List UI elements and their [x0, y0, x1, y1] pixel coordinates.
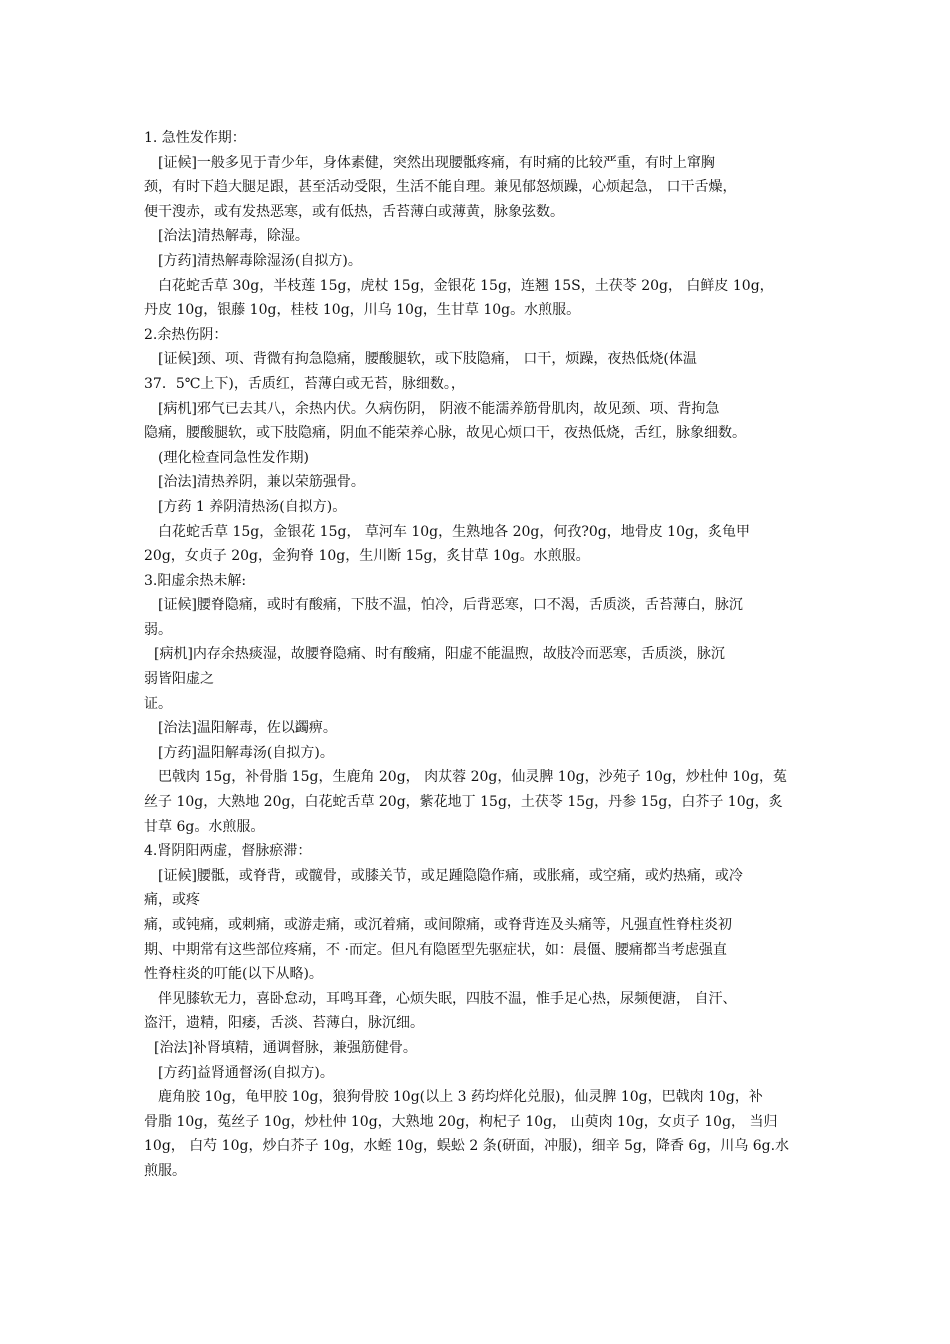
text-line: 弱皆阳虚之: [144, 671, 214, 688]
text-line: 丹皮 10g，银藤 10g，桂枝 10g，川乌 10g，生甘草 10g。水煎服。: [144, 302, 581, 319]
text-line: (理化检查同急性发作期): [158, 449, 309, 466]
text-line: [证候]颈、项、背微有拘急隐痛，腰酸腿软，或下肢隐痛， 口干，烦躁，夜热低烧(体温: [158, 351, 697, 368]
text-line: [治法]补肾填精，通调督脉，兼强筋健骨。: [154, 1039, 417, 1056]
text-line: 1. 急性发作期：: [144, 130, 246, 146]
text-line: 3.阳虚余热未解:: [144, 572, 247, 589]
text-line: [病机]内存余热痰湿，故腰脊隐痛、时有酸痛，阳虚不能温煦，故肢冷而恶寒，舌质淡，脉沉: [154, 646, 725, 663]
text-line: [治法]清热养阴，兼以荣筋强骨。: [158, 474, 365, 491]
text-line: [方药]益肾通督汤(自拟方)。: [158, 1064, 334, 1081]
text-line: 2.余热伤阴：: [144, 326, 228, 343]
text-line: 伴见膝软无力，喜卧怠动，耳鸣耳聋，心烦失眠，四肢不温，惟手足心热，尿频便溏， 自汗、: [158, 990, 737, 1007]
text-line: 痛，或疼: [144, 892, 200, 909]
text-line: 骨脂 10g，菟丝子 10g，炒杜仲 10g，大熟地 20g，枸杞子 10g， 山萸肉 10g，女贞子 10g， 当归: [144, 1113, 778, 1130]
text-line: 白花蛇舌草 30g，半枝莲 15g，虎杖 15g，金银花 15g，连翘 15S，土茯苓 20g， 白鲜皮 10g，: [158, 277, 774, 294]
text-line: 期、中期常有这些部位疼痛，不 ·而定。但凡有隐匿型先驱症状，如：晨僵、腰痛都当考虑强直: [144, 941, 727, 958]
text-line: 甘草 6g。水煎服。: [144, 818, 265, 835]
text-line: [方药 1 养阴清热汤(自拟方)。: [158, 498, 347, 515]
text-line: [方药]清热解毒除湿汤(自拟方)。: [158, 252, 362, 269]
text-line: 37．5℃上下)，舌质红，苔薄白或无苔，脉细数。，: [144, 375, 465, 392]
text-line: 盗汗，遗精，阳痿，舌淡、苔薄白，脉沉细。: [144, 1015, 424, 1032]
text-line: 性脊柱炎的叮能(以下从略)。: [144, 966, 323, 983]
document-body: [144, 126, 812, 1184]
text-line: [证候]腰骶，或脊背，或髋骨，或膝关节，或足踵隐隐作痛，或胀痛，或空痛，或灼热痛，或冷: [158, 867, 743, 884]
text-line: 证。: [144, 695, 172, 712]
text-line: [治法]清热解毒，除湿。: [158, 228, 309, 245]
text-line: 4.肾阴阳两虚，督脉瘀滞：: [144, 843, 312, 860]
text-line: 弱。: [144, 621, 172, 638]
text-line: [方药]温阳解毒汤(自拟方)。: [158, 744, 334, 761]
text-line: 10g， 白芍 10g，炒白芥子 10g，水蛭 10g，蜈蚣 2 条(研面，冲服)，细辛 5g，降香 6g，川乌 6g.水: [144, 1138, 790, 1155]
text-line: [治法]温阳解毒，佐以蠲痹。: [158, 720, 337, 737]
text-line: 颈，有时下趋大腿足跟，甚至活动受限，生活不能自理。兼见郁怒烦躁，心烦起急， 口干舌燥，: [144, 179, 737, 196]
text-line: 20g，女贞子 20g，金狗脊 10g，生川断 15g，炙甘草 10g。水煎服。: [144, 548, 590, 565]
text-line: 便干溲赤，或有发热恶寒，或有低热，舌苔薄白或薄黄，脉象弦数。: [144, 203, 564, 220]
text-line: 白花蛇舌草 15g，金银花 15g， 草河车 10g，生熟地各 20g，何孜?0g，地骨皮 10g，炙龟甲: [158, 523, 750, 540]
text-line: [病机]邪气已去其八，余热内伏。久病伤阴， 阴液不能濡养筋骨肌肉，故见颈、项、背拘急: [158, 400, 720, 417]
text-line: 煎服。: [144, 1162, 186, 1179]
text-line: 巴戟肉 15g，补骨脂 15g，生鹿角 20g， 肉苁蓉 20g，仙灵脾 10g，沙苑子 10g，炒杜仲 10g，菟: [158, 769, 788, 786]
text-line: 痛，或钝痛，或刺痛，或游走痛，或沉着痛，或间隙痛，或脊背连及头痛等，凡强直性脊柱炎初: [144, 917, 732, 933]
text-line: 隐痛，腰酸腿软，或下肢隐痛，阴血不能荣养心脉，故见心烦口干，夜热低烧，舌红，脉象细数。: [144, 425, 746, 442]
text-line: 丝子 10g，大熟地 20g，白花蛇舌草 20g，紫花地丁 15g，土茯苓 15g，丹参 15g，白芥子 10g，炙: [144, 794, 783, 811]
text-line: 鹿角胶 10g，龟甲胶 10g，狼狗骨胶 10g(以上 3 药均烊化兑服)，仙灵脾 10g，巴戟肉 10g，补: [158, 1089, 763, 1106]
text-line: [证候]一般多见于青少年，身体素健，突然出现腰骶疼痛，有时痛的比较严重，有时上窜胸: [158, 154, 715, 171]
text-line: [证候]腰脊隐痛，或时有酸痛，下肢不温，怕冷，后背恶寒，口不渴，舌质淡，舌苔薄白，脉沉: [158, 597, 743, 614]
